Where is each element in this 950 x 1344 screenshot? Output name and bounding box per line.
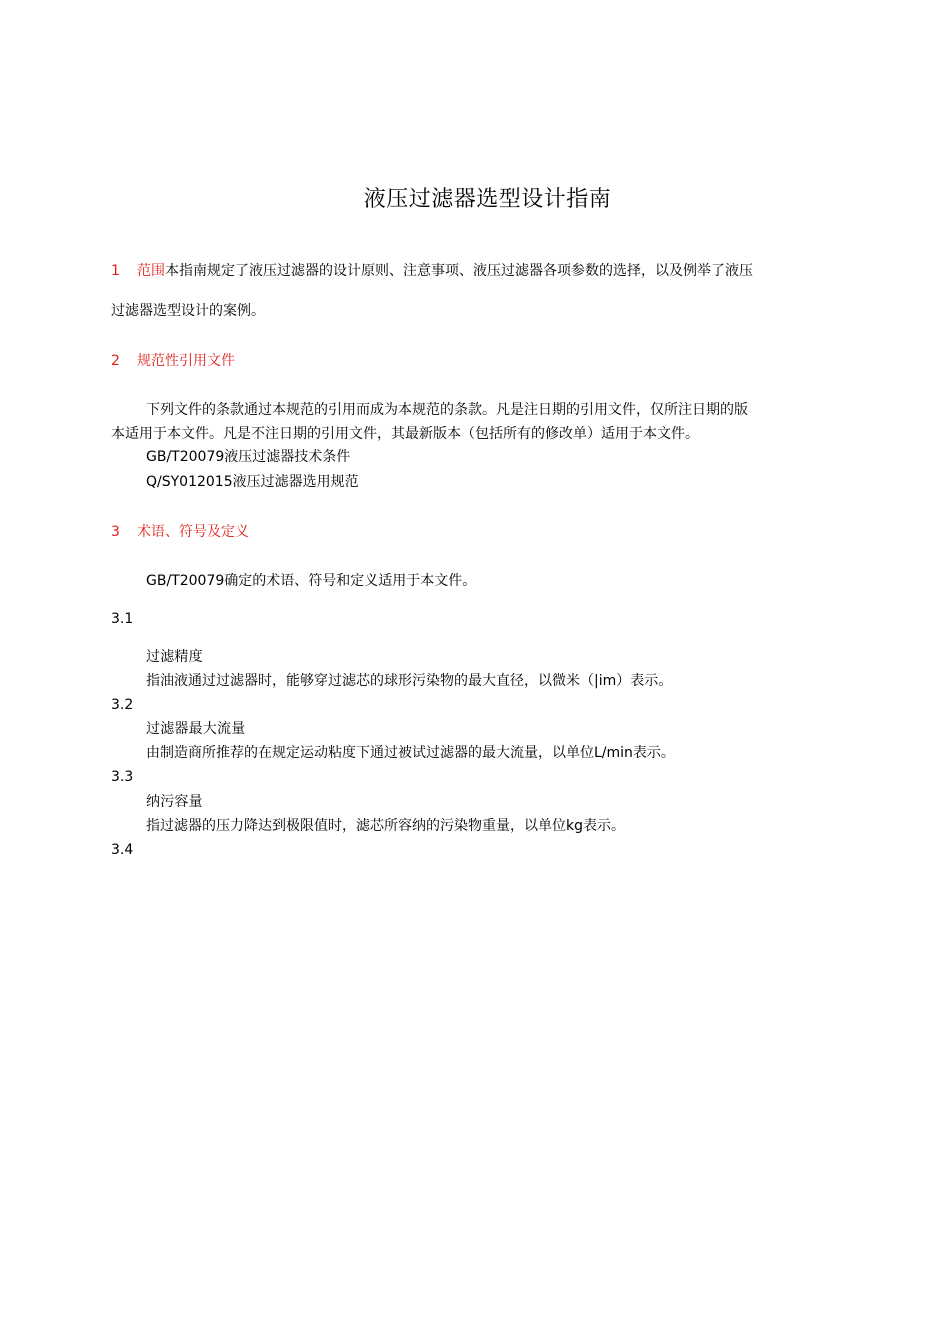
section-1-number: 1: [111, 263, 120, 279]
section-2-paragraph-line-2: 本适用于本文件。凡是不注日期的引用文件，其最新版本（包括所有的修改单）适用于本文件。: [111, 426, 699, 442]
section-3-intro: GB/T20079确定的术语、符号和定义适用于本文件。: [146, 573, 477, 589]
section-1-text-line-2: 过滤器选型设计的案例。: [111, 303, 265, 319]
section-2-paragraph-line-1: 下列文件的条款通过本规范的引用而成为本规范的条款。凡是注日期的引用文件，仅所注日期的版: [146, 402, 748, 418]
item-term: 过滤精度: [146, 649, 203, 665]
item-definition: 指油液通过过滤器时，能够穿过滤芯的球形污染物的最大直径，以微米（|im）表示。: [146, 673, 673, 689]
section-1-text-line-1: 本指南规定了液压过滤器的设计原则、注意事项、液压过滤器各项参数的选择，以及例举了液压: [165, 263, 753, 279]
item-number: 3.3: [111, 769, 134, 785]
section-3-heading: 术语、符号及定义: [137, 524, 249, 540]
section-2-heading-line: [111, 352, 235, 370]
item-number: 3.1: [111, 611, 134, 627]
item-number: 3.4: [111, 842, 134, 858]
section-3-number: 3: [111, 524, 120, 540]
item-number: 3.2: [111, 697, 134, 713]
section-3-heading-line: [111, 523, 249, 541]
section-1-heading: 范围: [137, 263, 165, 279]
item-definition: 由制造商所推荐的在规定运动粘度下通过被试过滤器的最大流量，以单位L/min表示。: [146, 745, 675, 761]
reference-item: Q/SY012015液压过滤器选用规范: [146, 474, 359, 490]
section-1-line-1: [111, 262, 753, 280]
item-definition: 指过滤器的压力降达到极限值时，滤芯所容纳的污染物重量，以单位kg表示。: [146, 818, 625, 834]
reference-item: GB/T20079液压过滤器技术条件: [146, 449, 351, 465]
section-2-number: 2: [111, 353, 120, 369]
section-2-heading: 规范性引用文件: [137, 353, 235, 369]
item-term: 过滤器最大流量: [146, 721, 246, 737]
item-term: 纳污容量: [146, 794, 203, 810]
document-title: 液压过滤器选型设计指南: [363, 187, 612, 212]
